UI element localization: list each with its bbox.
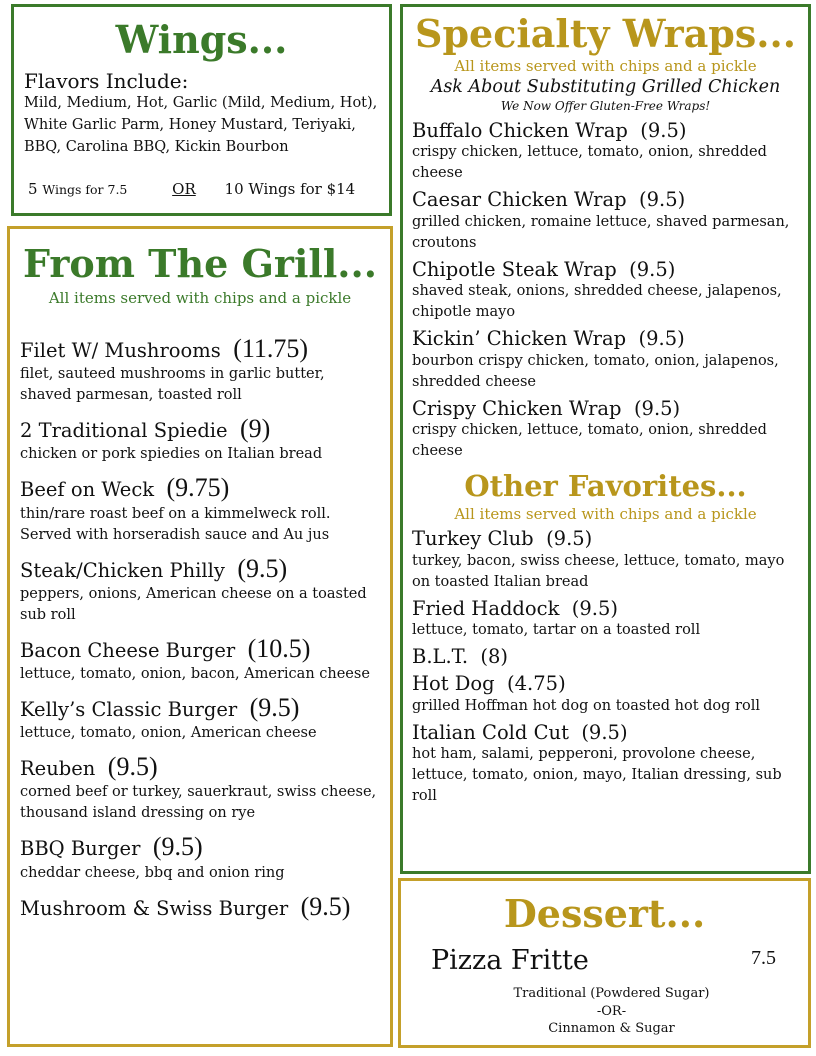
menu-item-name: Italian Cold Cut xyxy=(412,720,569,744)
menu-item-name: Filet W/ Mushrooms xyxy=(20,339,221,362)
menu-item xyxy=(412,527,799,592)
menu-item xyxy=(412,119,799,184)
menu-item-description: cheddar cheese, bbq and onion ring xyxy=(20,864,285,881)
dessert-item xyxy=(401,945,808,985)
menu-item-title xyxy=(20,333,380,364)
menu-item-title xyxy=(20,633,380,664)
menu-item-title xyxy=(20,831,380,862)
menu-item-price: (9.5) xyxy=(300,891,351,921)
menu-item-description: lettuce, tomato, tartar on a toasted roll xyxy=(412,621,701,638)
menu-item-title xyxy=(412,188,799,211)
menu-item-price: (9.5) xyxy=(638,327,685,351)
menu-item-price: (4.75) xyxy=(507,672,566,696)
menu-item-description: lettuce, tomato, onion, American cheese xyxy=(20,725,317,742)
menu-item xyxy=(412,721,799,807)
menu-item-title xyxy=(412,645,799,668)
menu-item-title xyxy=(412,597,799,620)
menu-item-name: Reuben xyxy=(20,757,96,781)
dessert-section xyxy=(398,878,811,1048)
menu-item-title xyxy=(20,891,380,922)
grill-subtitle: All items served with chips and a pickle xyxy=(48,289,352,307)
menu-item-name: Chipotle Steak Wrap xyxy=(412,257,617,281)
menu-item-price: (9.5) xyxy=(571,596,619,620)
wraps-note-gluten-free: We Now Offer Gluten-Free Wraps! xyxy=(500,99,711,113)
menu-item-title xyxy=(412,721,799,744)
menu-item xyxy=(20,633,380,685)
menu-item xyxy=(20,333,380,406)
menu-item-price: (9.5) xyxy=(640,119,687,142)
menu-item-price: (9.5) xyxy=(639,188,686,212)
menu-item-description: corned beef or turkey, sauerkraut, swiss cheese, thousand island dressing on rye xyxy=(20,784,377,822)
menu-item-title xyxy=(20,751,380,782)
menu-item-name: Beef on Weck xyxy=(20,478,155,502)
menu-item-title xyxy=(20,692,380,723)
dessert-title: Dessert... xyxy=(503,891,706,936)
menu-item-description: thin/rare roast beef on a kimmelweck roll. Served with horseradish sauce and Au jus xyxy=(20,505,331,543)
menu-item-price: (9) xyxy=(240,414,271,444)
menu-item xyxy=(412,397,799,462)
menu-item xyxy=(412,597,799,641)
wraps-note-substitute: Ask About Substituting Grilled Chicken xyxy=(430,77,781,97)
menu-item-title xyxy=(412,327,799,350)
menu-item-title xyxy=(412,119,799,142)
grill-section xyxy=(7,226,393,1047)
menu-item-description: grilled chicken, romaine lettuce, shaved parmesan, croutons xyxy=(412,213,790,251)
menu-item-price: (8) xyxy=(480,644,509,668)
favorites-subtitle: All items served with chips and a pickle xyxy=(454,505,757,524)
favorites-title: Other Favorites... xyxy=(464,469,747,504)
menu-item-name: Fried Haddock xyxy=(412,596,560,620)
menu-item-name: Kelly’s Classic Burger xyxy=(20,698,238,722)
deal-label-a: Wings for 7.5 xyxy=(42,182,128,197)
dessert-item-price: 7.5 xyxy=(751,947,776,969)
menu-item-name: Steak/Chicken Philly xyxy=(20,558,225,582)
menu-item-description: filet, sauteed mushrooms in garlic butter, shaved parmesan, toasted roll xyxy=(20,366,325,404)
dessert-option-2: Cinnamon & Sugar xyxy=(548,1021,675,1037)
menu-item-price: (9.5) xyxy=(546,527,593,551)
menu-item-price: (11.75) xyxy=(233,334,309,363)
menu-item-title xyxy=(412,527,799,550)
grill-title: From The Grill... xyxy=(23,241,377,286)
menu-item-price: (9.5) xyxy=(633,396,681,420)
wings-deal xyxy=(28,180,355,198)
dessert-or: -OR- xyxy=(596,1003,627,1019)
menu-item-name: Hot Dog xyxy=(412,672,495,696)
menu-item-title xyxy=(412,258,799,281)
deal-or: OR xyxy=(172,180,196,198)
menu-item-description: chicken or pork spiedies on Italian bread xyxy=(20,446,323,463)
menu-item-price: (9.5) xyxy=(581,720,628,744)
wraps-title: Specialty Wraps... xyxy=(415,11,796,56)
menu-item-description: bourbon crispy chicken, tomato, onion, jalapenos, shredded cheese xyxy=(412,352,779,390)
menu-item-description: hot ham, salami, pepperoni, provolone cheese, lettuce, tomato, onion, mayo, Italian dressing, sub roll xyxy=(412,746,782,805)
dessert-option-1: Traditional (Powdered Sugar) xyxy=(513,986,710,1001)
menu-item-price: (9.5) xyxy=(237,553,288,583)
menu-item-description: crispy chicken, lettuce, tomato, onion, shredded cheese xyxy=(412,422,767,460)
menu-item-name: Bacon Cheese Burger xyxy=(20,638,236,662)
menu-item-description: grilled Hoffman hot dog on toasted hot dog roll xyxy=(412,697,760,714)
menu-item-name: Caesar Chicken Wrap xyxy=(412,188,627,212)
menu-item-description: shaved steak, onions, shredded cheese, jalapenos, chipotle mayo xyxy=(412,283,782,321)
flavors-heading: Flavors Include: xyxy=(24,69,189,93)
menu-item-price: (9.5) xyxy=(152,832,203,862)
menu-item-price: (10.5) xyxy=(247,633,311,663)
deal-b: 10 Wings for $14 xyxy=(224,180,356,198)
menu-item-title xyxy=(412,397,799,420)
menu-item xyxy=(412,258,799,323)
dessert-item-name: Pizza Fritte xyxy=(431,945,589,976)
wraps-item-list xyxy=(412,119,799,462)
menu-item-description: lettuce, tomato, onion, bacon, American cheese xyxy=(20,666,370,683)
wings-title: Wings... xyxy=(115,17,288,62)
menu-item-name: Mushroom & Swiss Burger xyxy=(20,896,289,920)
menu-item xyxy=(20,692,380,744)
menu-item-name: Crispy Chicken Wrap xyxy=(412,396,622,420)
menu-item xyxy=(412,327,799,392)
menu-item xyxy=(20,751,380,824)
menu-item-name: 2 Traditional Spiedie xyxy=(20,419,228,443)
menu-item-price: (9.5) xyxy=(249,693,300,723)
menu-item-title xyxy=(412,672,799,695)
deal-count-a: 5 xyxy=(28,180,38,198)
wraps-section xyxy=(400,4,811,874)
favorites-item-list xyxy=(412,527,799,807)
menu-item-description: turkey, bacon, swiss cheese, lettuce, tomato, mayo on toasted Italian bread xyxy=(412,552,785,590)
menu-item-description: crispy chicken, lettuce, tomato, onion, shredded cheese xyxy=(412,144,767,182)
wings-section xyxy=(11,4,392,216)
menu-item-title xyxy=(20,553,380,584)
menu-item-name: B.L.T. xyxy=(412,644,469,668)
menu-item-name: BBQ Burger xyxy=(20,837,141,861)
menu-item-name: Kickin’ Chicken Wrap xyxy=(412,327,627,351)
menu-item xyxy=(20,472,380,545)
menu-item xyxy=(20,891,380,922)
menu-item-name: Buffalo Chicken Wrap xyxy=(412,119,628,142)
menu-item xyxy=(412,188,799,253)
flavors-list: Mild, Medium, Hot, Garlic (Mild, Medium, Hot), White Garlic Parm, Honey Mustard, Teriyaki, BBQ, Carolina BBQ, Kickin Bourbon xyxy=(24,95,378,155)
menu-item xyxy=(20,831,380,883)
wraps-subtitle: All items served with chips and a pickle xyxy=(454,57,757,75)
menu-item-name: Turkey Club xyxy=(412,527,534,551)
menu-item xyxy=(20,413,380,465)
menu-item xyxy=(412,645,799,668)
menu-item-description: peppers, onions, American cheese on a toasted sub roll xyxy=(20,585,367,623)
grill-item-list xyxy=(20,333,380,922)
menu-item-price: (9.75) xyxy=(166,473,230,503)
menu-item-title xyxy=(20,472,380,503)
menu-item-price: (9.5) xyxy=(629,257,676,281)
menu-item-price: (9.5) xyxy=(107,752,158,782)
menu-item xyxy=(20,553,380,626)
menu-item xyxy=(412,672,799,716)
menu-item-title xyxy=(20,413,380,444)
